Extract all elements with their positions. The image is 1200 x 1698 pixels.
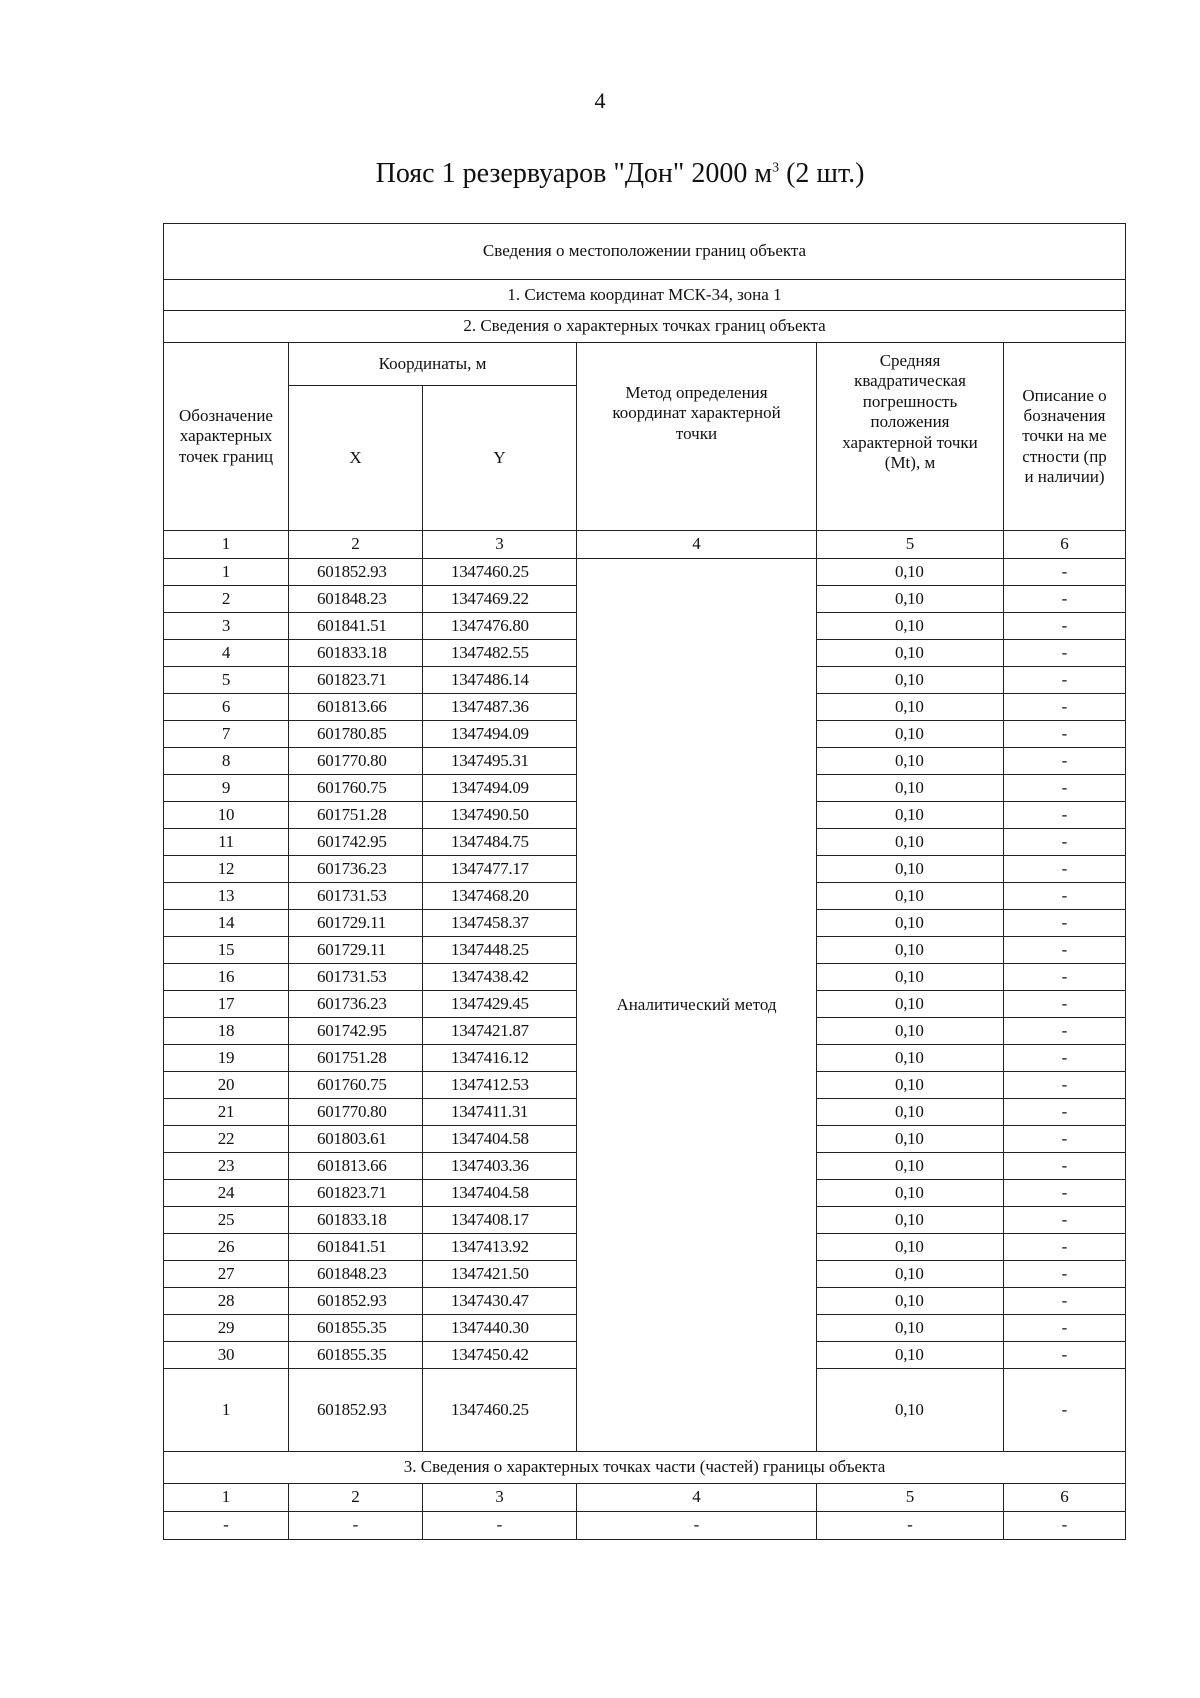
column-number-cell: 5	[817, 531, 1004, 559]
header-description: Описание обозначения точки на местности (при наличии)	[1004, 343, 1126, 531]
description-cell: -	[1004, 559, 1126, 586]
document-title	[0, 158, 1200, 190]
description-cell: -	[1004, 1261, 1126, 1288]
mean-error-cell: 0,10	[817, 964, 1004, 991]
mean-error-cell: 0,10	[817, 1315, 1004, 1342]
mean-error-cell: 0,10	[817, 937, 1004, 964]
y-coordinate-cell: 1347429.45	[423, 991, 577, 1018]
point-number-cell: 2	[164, 586, 289, 613]
x-coordinate-cell: 601841.51	[289, 1234, 423, 1261]
parts-column-number-cell: 3	[423, 1484, 577, 1512]
mean-error-cell: 0,10	[817, 586, 1004, 613]
point-number-cell: 9	[164, 775, 289, 802]
description-cell: -	[1004, 829, 1126, 856]
mean-error-cell: 0,10	[817, 856, 1004, 883]
mean-error-cell: 0,10	[817, 910, 1004, 937]
header-y: Y	[423, 386, 577, 531]
mean-error-cell: 0,10	[817, 667, 1004, 694]
x-coordinate-cell: 601813.66	[289, 1153, 423, 1180]
point-number-cell: 30	[164, 1342, 289, 1369]
x-coordinate-cell: 601770.80	[289, 748, 423, 775]
y-coordinate-cell: 1347458.37	[423, 910, 577, 937]
mean-error-cell: 0,10	[817, 1207, 1004, 1234]
point-number-cell: 19	[164, 1045, 289, 1072]
point-number-cell: 20	[164, 1072, 289, 1099]
y-coordinate-cell: 1347495.31	[423, 748, 577, 775]
point-number-cell: 18	[164, 1018, 289, 1045]
y-coordinate-cell: 1347484.75	[423, 829, 577, 856]
x-coordinate-cell: 601731.53	[289, 964, 423, 991]
point-number-cell: 5	[164, 667, 289, 694]
point-number-cell: 21	[164, 1099, 289, 1126]
mean-error-cell: 0,10	[817, 721, 1004, 748]
point-number-cell: 11	[164, 829, 289, 856]
point-number-cell: 27	[164, 1261, 289, 1288]
y-coordinate-cell: 1347460.25	[423, 1369, 577, 1452]
description-cell: -	[1004, 1315, 1126, 1342]
point-number-cell: 10	[164, 802, 289, 829]
point-number-cell: 26	[164, 1234, 289, 1261]
points-section-title: 2. Сведения о характерных точках границ объекта	[164, 311, 1126, 343]
x-coordinate-cell: 601780.85	[289, 721, 423, 748]
y-coordinate-cell: 1347469.22	[423, 586, 577, 613]
mean-error-cell: 0,10	[817, 1099, 1004, 1126]
description-cell: -	[1004, 640, 1126, 667]
point-number-cell: 3	[164, 613, 289, 640]
column-number-cell: 3	[423, 531, 577, 559]
mean-error-cell: 0,10	[817, 883, 1004, 910]
parts-value-cell: -	[577, 1512, 817, 1540]
title-suffix: (2 шт.)	[779, 158, 865, 189]
parts-column-number-cell: 5	[817, 1484, 1004, 1512]
description-cell: -	[1004, 1207, 1126, 1234]
column-number-cell: 2	[289, 531, 423, 559]
section-title: Сведения о местоположении границ объекта	[164, 224, 1126, 280]
header-point-designation: Обозначение характерных точек границ	[164, 343, 289, 531]
mean-error-cell: 0,10	[817, 1261, 1004, 1288]
x-coordinate-cell: 601731.53	[289, 883, 423, 910]
x-coordinate-cell: 601742.95	[289, 829, 423, 856]
x-coordinate-cell: 601841.51	[289, 613, 423, 640]
x-coordinate-cell: 601848.23	[289, 1261, 423, 1288]
y-coordinate-cell: 1347490.50	[423, 802, 577, 829]
point-number-cell: 16	[164, 964, 289, 991]
mean-error-cell: 0,10	[817, 694, 1004, 721]
mean-error-cell: 0,10	[817, 829, 1004, 856]
mean-error-cell: 0,10	[817, 1234, 1004, 1261]
y-coordinate-cell: 1347487.36	[423, 694, 577, 721]
mean-error-cell: 0,10	[817, 640, 1004, 667]
x-coordinate-cell: 601736.23	[289, 991, 423, 1018]
description-cell: -	[1004, 613, 1126, 640]
description-cell: -	[1004, 667, 1126, 694]
x-coordinate-cell: 601760.75	[289, 1072, 423, 1099]
column-number-cell: 4	[577, 531, 817, 559]
point-number-cell: 23	[164, 1153, 289, 1180]
x-coordinate-cell: 601729.11	[289, 937, 423, 964]
y-coordinate-cell: 1347413.92	[423, 1234, 577, 1261]
mean-error-cell: 0,10	[817, 1180, 1004, 1207]
description-cell: -	[1004, 1288, 1126, 1315]
description-cell: -	[1004, 1342, 1126, 1369]
description-cell: -	[1004, 802, 1126, 829]
title-prefix: Пояс 1 резервуаров "Дон" 2000 м	[375, 158, 773, 189]
description-cell: -	[1004, 1045, 1126, 1072]
point-number-cell: 29	[164, 1315, 289, 1342]
parts-value-cell: -	[289, 1512, 423, 1540]
mean-error-cell: 0,10	[817, 1288, 1004, 1315]
parts-value-cell: -	[817, 1512, 1004, 1540]
y-coordinate-cell: 1347460.25	[423, 559, 577, 586]
table-row	[164, 559, 1126, 586]
mean-error-cell: 0,10	[817, 775, 1004, 802]
y-coordinate-cell: 1347421.87	[423, 1018, 577, 1045]
x-coordinate-cell: 601729.11	[289, 910, 423, 937]
x-coordinate-cell: 601855.35	[289, 1315, 423, 1342]
title-superscript: 3	[772, 160, 780, 176]
parts-column-number-cell: 1	[164, 1484, 289, 1512]
y-coordinate-cell: 1347476.80	[423, 613, 577, 640]
mean-error-cell: 0,10	[817, 613, 1004, 640]
description-cell: -	[1004, 1153, 1126, 1180]
x-coordinate-cell: 601751.28	[289, 1045, 423, 1072]
y-coordinate-cell: 1347438.42	[423, 964, 577, 991]
x-coordinate-cell: 601803.61	[289, 1126, 423, 1153]
description-cell: -	[1004, 856, 1126, 883]
x-coordinate-cell: 601736.23	[289, 856, 423, 883]
point-number-cell: 25	[164, 1207, 289, 1234]
point-number-cell: 7	[164, 721, 289, 748]
description-cell: -	[1004, 910, 1126, 937]
header-mean-error: Средняя квадратическая погрешность положения характерной точки (Mt), м	[817, 343, 1004, 531]
description-cell: -	[1004, 937, 1126, 964]
point-number-cell: 4	[164, 640, 289, 667]
point-number-cell: 15	[164, 937, 289, 964]
point-number-cell: 14	[164, 910, 289, 937]
parts-value-cell: -	[1004, 1512, 1126, 1540]
header-method: Метод определения координат характерной точки	[577, 343, 817, 531]
mean-error-cell: 0,10	[817, 1369, 1004, 1452]
x-coordinate-cell: 601813.66	[289, 694, 423, 721]
mean-error-cell: 0,10	[817, 1342, 1004, 1369]
boundary-points-table	[163, 223, 1126, 1540]
x-coordinate-cell: 601823.71	[289, 1180, 423, 1207]
mean-error-cell: 0,10	[817, 559, 1004, 586]
y-coordinate-cell: 1347416.12	[423, 1045, 577, 1072]
y-coordinate-cell: 1347411.31	[423, 1099, 577, 1126]
point-number-cell: 8	[164, 748, 289, 775]
parts-column-number-cell: 2	[289, 1484, 423, 1512]
x-coordinate-cell: 601852.93	[289, 559, 423, 586]
point-number-cell: 17	[164, 991, 289, 1018]
description-cell: -	[1004, 586, 1126, 613]
parts-value-cell: -	[164, 1512, 289, 1540]
description-cell: -	[1004, 694, 1126, 721]
point-number-cell: 12	[164, 856, 289, 883]
description-cell: -	[1004, 1072, 1126, 1099]
description-cell: -	[1004, 991, 1126, 1018]
mean-error-cell: 0,10	[817, 1072, 1004, 1099]
y-coordinate-cell: 1347477.17	[423, 856, 577, 883]
description-cell: -	[1004, 775, 1126, 802]
description-cell: -	[1004, 883, 1126, 910]
mean-error-cell: 0,10	[817, 1153, 1004, 1180]
point-number-cell: 22	[164, 1126, 289, 1153]
mean-error-cell: 0,10	[817, 802, 1004, 829]
y-coordinate-cell: 1347448.25	[423, 937, 577, 964]
y-coordinate-cell: 1347494.09	[423, 775, 577, 802]
parts-section-title: 3. Сведения о характерных точках части (частей) границы объекта	[164, 1452, 1126, 1484]
y-coordinate-cell: 1347494.09	[423, 721, 577, 748]
header-coordinates: Координаты, м	[289, 343, 577, 386]
x-coordinate-cell: 601760.75	[289, 775, 423, 802]
mean-error-cell: 0,10	[817, 1126, 1004, 1153]
mean-error-cell: 0,10	[817, 1045, 1004, 1072]
x-coordinate-cell: 601848.23	[289, 586, 423, 613]
mean-error-cell: 0,10	[817, 748, 1004, 775]
parts-column-number-cell: 4	[577, 1484, 817, 1512]
description-cell: -	[1004, 1180, 1126, 1207]
description-cell: -	[1004, 1099, 1126, 1126]
x-coordinate-cell: 601833.18	[289, 1207, 423, 1234]
y-coordinate-cell: 1347486.14	[423, 667, 577, 694]
point-number-cell: 28	[164, 1288, 289, 1315]
mean-error-cell: 0,10	[817, 1018, 1004, 1045]
y-coordinate-cell: 1347450.42	[423, 1342, 577, 1369]
point-number-cell: 6	[164, 694, 289, 721]
description-cell: -	[1004, 964, 1126, 991]
y-coordinate-cell: 1347403.36	[423, 1153, 577, 1180]
parts-column-number-cell: 6	[1004, 1484, 1126, 1512]
description-cell: -	[1004, 748, 1126, 775]
parts-value-cell: -	[423, 1512, 577, 1540]
x-coordinate-cell: 601852.93	[289, 1288, 423, 1315]
x-coordinate-cell: 601852.93	[289, 1369, 423, 1452]
point-number-cell: 1	[164, 559, 289, 586]
point-number-cell: 1	[164, 1369, 289, 1452]
point-number-cell: 13	[164, 883, 289, 910]
description-cell: -	[1004, 1369, 1126, 1452]
x-coordinate-cell: 601751.28	[289, 802, 423, 829]
x-coordinate-cell: 601855.35	[289, 1342, 423, 1369]
x-coordinate-cell: 601823.71	[289, 667, 423, 694]
description-cell: -	[1004, 1018, 1126, 1045]
y-coordinate-cell: 1347421.50	[423, 1261, 577, 1288]
y-coordinate-cell: 1347408.17	[423, 1207, 577, 1234]
method-cell: Аналитический метод	[577, 559, 817, 1452]
y-coordinate-cell: 1347412.53	[423, 1072, 577, 1099]
x-coordinate-cell: 601770.80	[289, 1099, 423, 1126]
y-coordinate-cell: 1347430.47	[423, 1288, 577, 1315]
page-number: 4	[594, 88, 606, 113]
description-cell: -	[1004, 1234, 1126, 1261]
column-number-cell: 6	[1004, 531, 1126, 559]
y-coordinate-cell: 1347468.20	[423, 883, 577, 910]
x-coordinate-cell: 601742.95	[289, 1018, 423, 1045]
mean-error-cell: 0,10	[817, 991, 1004, 1018]
header-x: X	[289, 386, 423, 531]
coordinate-system: 1. Система координат МСК-34, зона 1	[164, 280, 1126, 311]
y-coordinate-cell: 1347440.30	[423, 1315, 577, 1342]
y-coordinate-cell: 1347482.55	[423, 640, 577, 667]
y-coordinate-cell: 1347404.58	[423, 1180, 577, 1207]
description-cell: -	[1004, 721, 1126, 748]
x-coordinate-cell: 601833.18	[289, 640, 423, 667]
point-number-cell: 24	[164, 1180, 289, 1207]
description-cell: -	[1004, 1126, 1126, 1153]
y-coordinate-cell: 1347404.58	[423, 1126, 577, 1153]
column-number-cell: 1	[164, 531, 289, 559]
